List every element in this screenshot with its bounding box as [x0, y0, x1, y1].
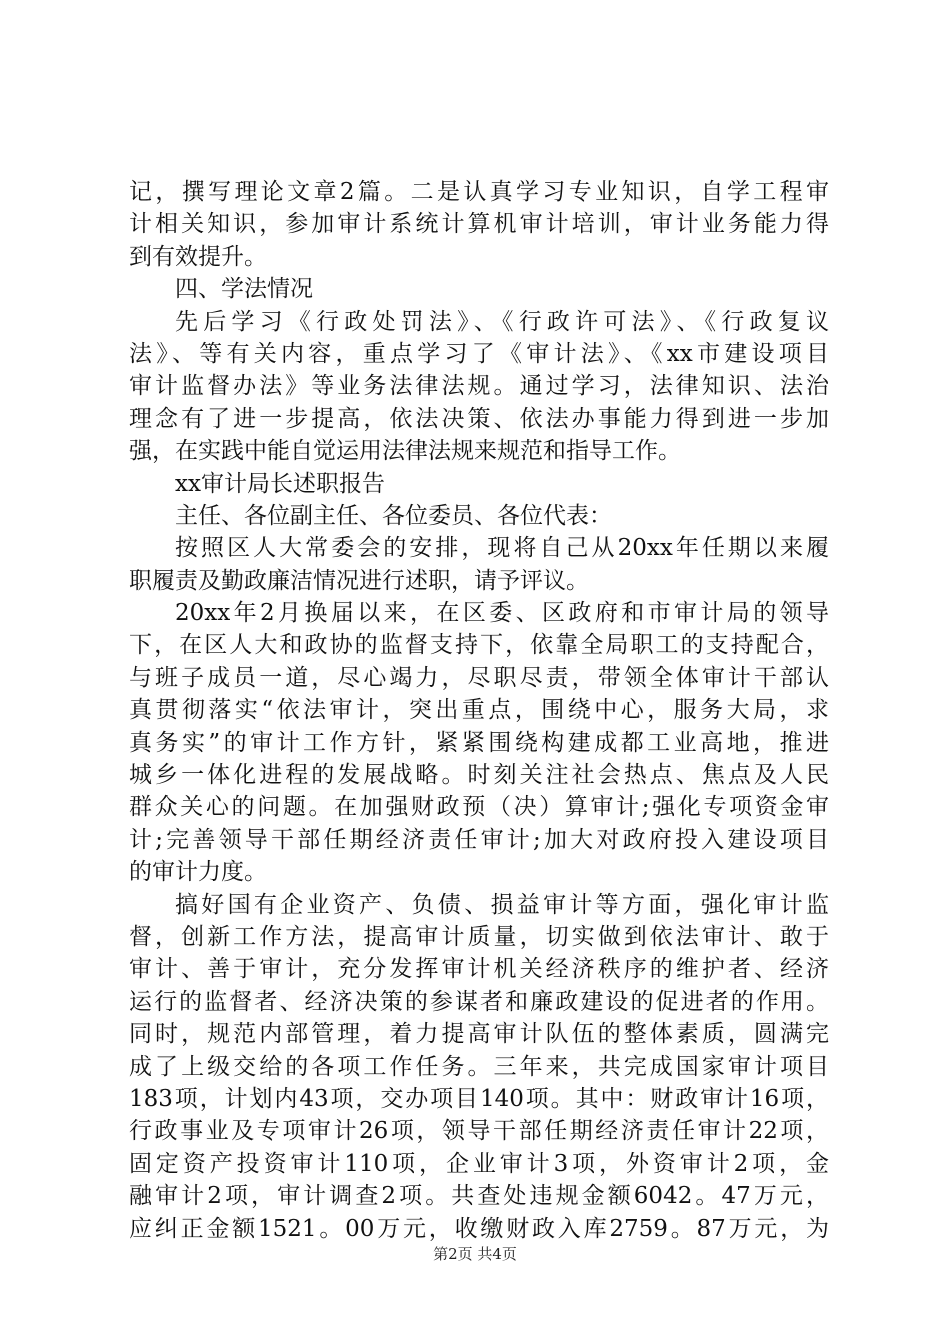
text-line: 同时，规范内部管理，着力提高审计队伍的整体素质，圆满完 — [129, 1021, 829, 1048]
text-line: 融审计2项，审计调查2项。共查处违规金额6042。47万元， — [129, 1183, 829, 1210]
text-line: 真务实”的审计工作方针，紧紧围绕构建成都工业高地，推进 — [129, 729, 829, 756]
text-line: 督，创新工作方法，提高审计质量，切实做到依法审计、敢于 — [129, 923, 829, 950]
document-body — [129, 176, 829, 1245]
text-line: 行政事业及专项审计26项，领导干部任期经济责任审计22项， — [129, 1118, 829, 1145]
text-line: 强，在实践中能自觉运用法律法规来规范和指导工作。 — [129, 438, 681, 465]
text-line: 20xx年2月换届以来，在区委、区政府和市审计局的领导 — [175, 600, 829, 627]
text-line: 成了上级交给的各项工作任务。三年来，共完成国家审计项目 — [129, 1053, 829, 1080]
text-line: 运行的监督者、经济决策的参谋者和廉政建设的促进者的作用。 — [129, 988, 829, 1015]
text-line: 与班子成员一道，尽心竭力，尽职尽责，带领全体审计干部认 — [129, 664, 829, 691]
section-heading: 四、学法情况 — [175, 276, 313, 303]
section-heading: xx审计局长述职报告 — [175, 470, 385, 497]
text-line: 城乡一体化进程的发展战略。时刻关注社会热点、焦点及人民 — [129, 762, 829, 789]
section-heading: 主任、各位副主任、各位委员、各位代表： — [175, 502, 612, 529]
text-line: 职履责及勤政廉洁情况进行述职，请予评议。 — [129, 567, 589, 594]
text-line: 按照区人大常委会的安排，现将自己从20xx年任期以来履 — [175, 535, 829, 562]
text-line: 审计监督办法》等业务法律法规。通过学习，法律知识、法治 — [129, 373, 829, 400]
text-line: 计;完善领导干部任期经济责任审计;加大对政府投入建设项目 — [129, 826, 829, 853]
text-line: 计相关知识，参加审计系统计算机审计培训，审计业务能力得 — [129, 211, 829, 238]
page-footer: 第2页 共4页 — [433, 1245, 517, 1263]
text-line: 到有效提升。 — [129, 243, 267, 270]
text-line: 记，撰写理论文章2篇。二是认真学习专业知识，自学工程审 — [129, 179, 829, 205]
text-line: 理念有了进一步提高，依法决策、依法办事能力得到进一步加 — [129, 405, 829, 432]
text-line: 应纠正金额1521。00万元，收缴财政入库2759。87万元，为 — [129, 1215, 829, 1242]
text-line: 法》、等有关内容，重点学习了《审计法》、《xx市建设项目 — [129, 340, 829, 367]
text-line: 固定资产投资审计110项，企业审计3项，外资审计2项，金 — [129, 1150, 829, 1177]
text-line: 搞好国有企业资产、负债、损益审计等方面，强化审计监 — [175, 891, 829, 918]
text-line: 183项，计划内43项，交办项目140项。其中：财政审计16项， — [129, 1085, 829, 1112]
text-line: 审计、善于审计，充分发挥审计机关经济秩序的维护者、经济 — [129, 956, 829, 983]
text-line: 下，在区人大和政协的监督支持下，依靠全局职工的支持配合， — [129, 632, 829, 659]
text-line: 真贯彻落实“依法审计，突出重点，围绕中心，服务大局，求 — [129, 697, 829, 724]
text-line: 群众关心的问题。在加强财政预（决）算审计;强化专项资金审 — [129, 794, 829, 821]
text-line: 的审计力度。 — [129, 859, 267, 886]
text-line: 先后学习《行政处罚法》、《行政许可法》、《行政复议 — [175, 308, 829, 335]
